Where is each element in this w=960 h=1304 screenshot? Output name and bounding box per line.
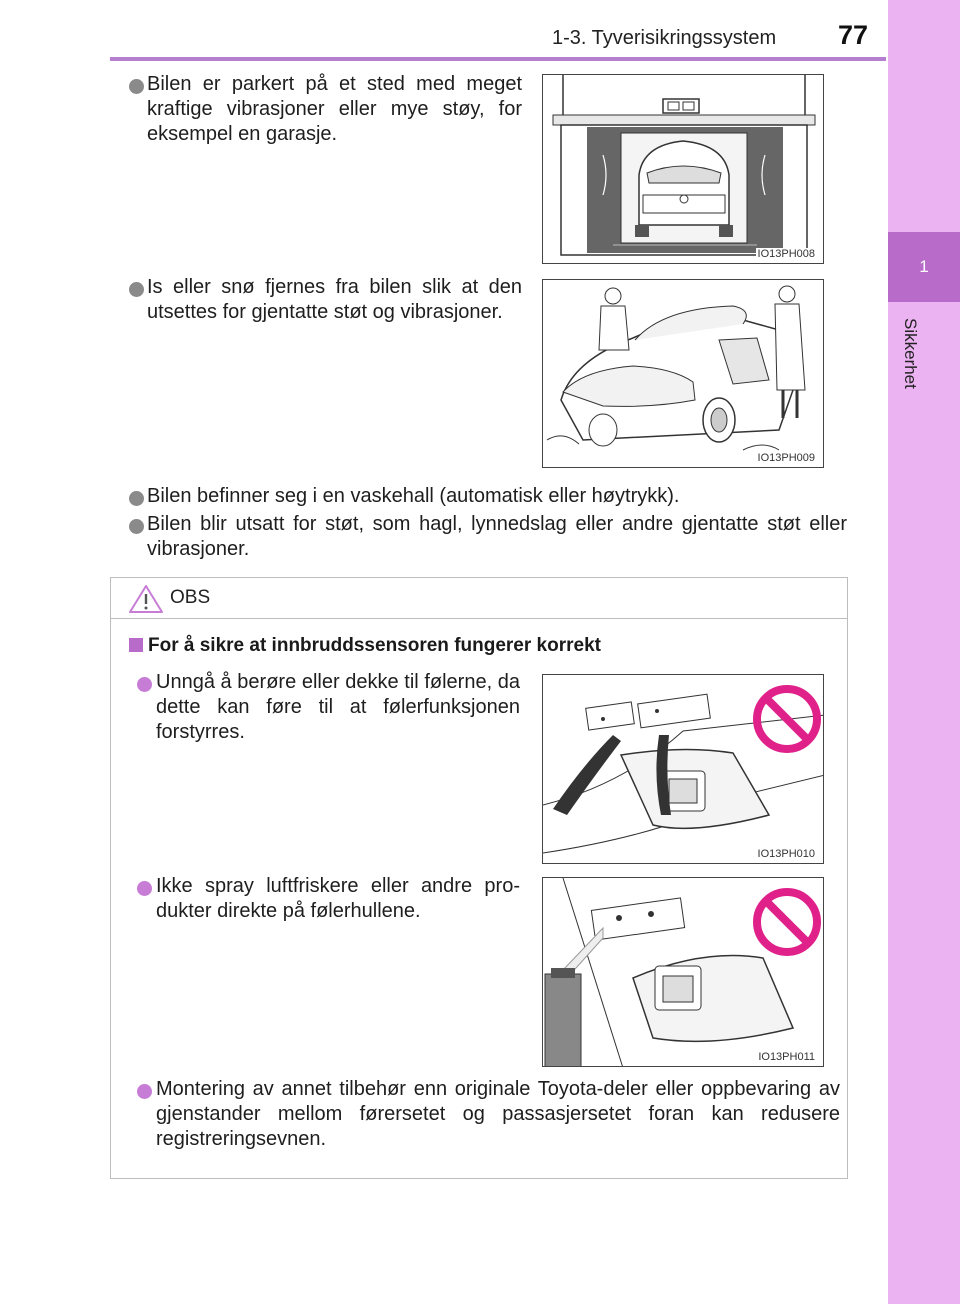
bullet-dot-icon — [129, 282, 144, 297]
caution-label: OBS — [170, 587, 211, 608]
figure-code: IO13PH010 — [757, 848, 815, 860]
caution-divider — [110, 618, 848, 619]
section-bullet-icon — [129, 638, 143, 652]
list-item: Bilen befinner seg i en vaskehall (automatisk eller høytrykk). — [147, 485, 680, 507]
bullet-dot-icon — [137, 1084, 152, 1099]
bullet-dot-icon — [129, 519, 144, 534]
caution-heading: For å sikre at innbruddssensoren fungerer korrekt — [148, 635, 601, 656]
list-item: Bilen er parkert på et sted med meget kraftige vibrasjoner eller mye støy, for eksempel en garasje. — [147, 73, 522, 145]
chapter-label: Sikkerhet — [901, 318, 920, 389]
figure-sensor-cover — [542, 674, 824, 864]
bullet-dot-icon — [137, 677, 152, 692]
figure-code: IO13PH008 — [757, 248, 815, 260]
figure-spray — [542, 877, 824, 1067]
chapter-sidebar — [888, 0, 960, 1304]
figure-garage — [542, 74, 824, 264]
figure-snow-removal — [542, 279, 824, 468]
bullet-dot-icon — [129, 79, 144, 94]
figure-code: IO13PH011 — [758, 1051, 815, 1063]
list-item: Bilen blir utsatt for støt, som hagl, lynnedslag eller andre gjentatte støt eller vibrasjoner. — [147, 513, 847, 560]
figure-code: IO13PH009 — [757, 452, 815, 464]
list-item: Is eller snø fjernes fra bilen slik at den utsettes for gjentatte støt og vibrasjoner. — [147, 276, 522, 323]
header-rule — [110, 57, 886, 61]
bullet-dot-icon — [129, 491, 144, 506]
list-item: Montering av annet tilbehør enn originale Toyota-deler eller oppbevaring av gjenstander mellom førersetet og passasjersetet foran kan redusere registreringsevnen. — [156, 1078, 840, 1150]
page-number: 77 — [838, 20, 869, 50]
section-title: 1-3. Tyverisikringssystem — [552, 27, 777, 49]
warning-triangle-icon — [128, 584, 164, 614]
list-item: Ikke spray luftfriskere eller andre pro-dukter direkte på følerhullene. — [156, 875, 520, 922]
chapter-number: 1 — [919, 257, 929, 276]
list-item: Unngå å berøre eller dekke til følerne, da dette kan føre til at følerfunksjonen forstyrres. — [156, 671, 520, 743]
bullet-dot-icon — [137, 881, 152, 896]
